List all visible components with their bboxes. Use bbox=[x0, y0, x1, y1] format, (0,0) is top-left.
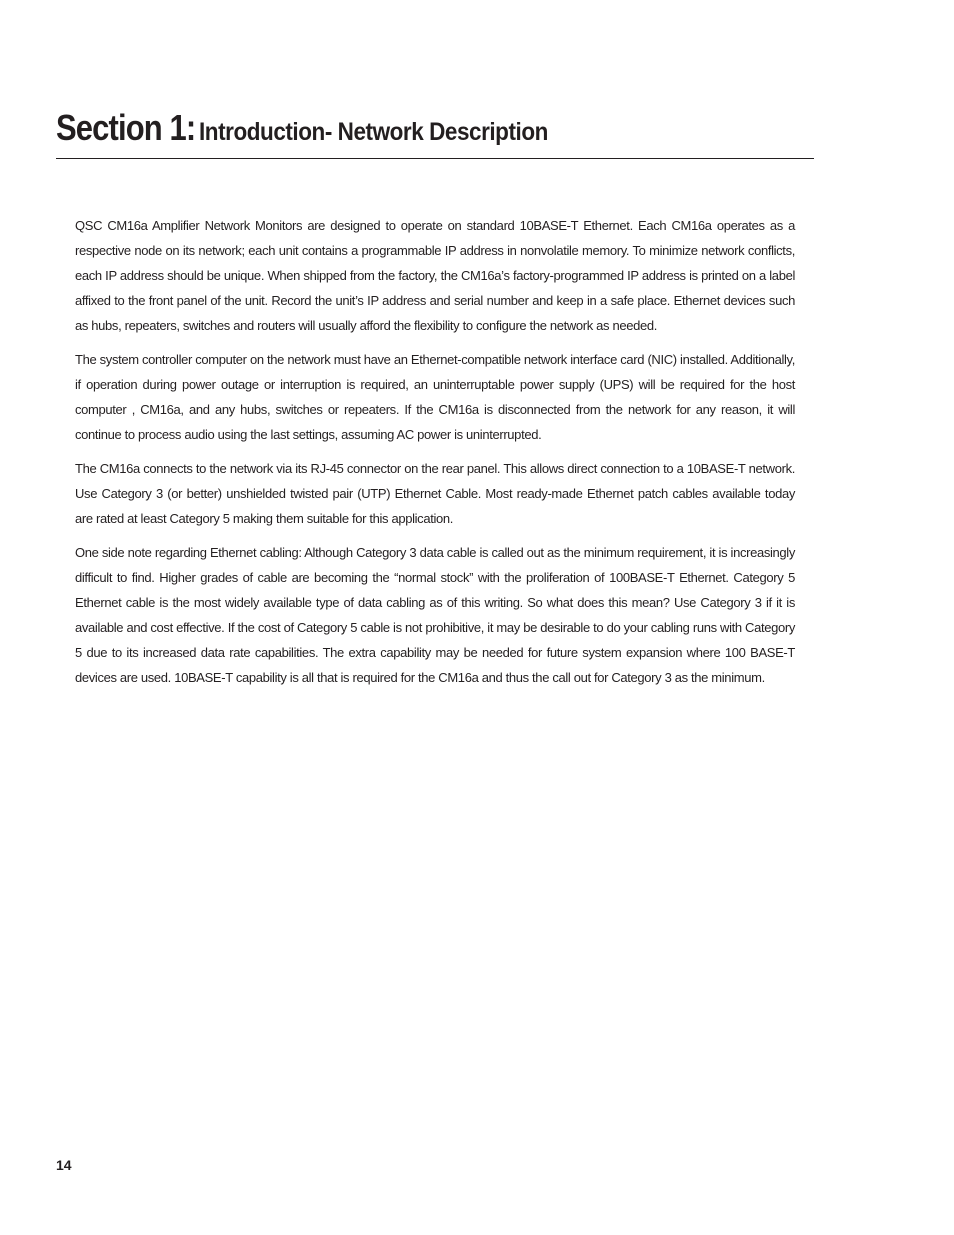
title-divider bbox=[56, 158, 814, 159]
section-label: Section 1: bbox=[56, 107, 196, 148]
page-title bbox=[56, 107, 814, 148]
paragraph-intro: QSC CM16a Amplifier Network Monitors are designed to operate on standard 10BASE-T Ethernet. Each CM16a operates as a respective node on its network; each unit contains a programmable IP address in nonvolatile memory. To minimize network conflicts, each IP address should be unique. When shipped from the factory, the CM16a’s factory-programmed IP address is printed on a label affixed to the front panel of the unit. Record the unit’s IP address and serial number and keep in a safe place. Ethernet devices such as hubs, repeaters, switches and routers will usually afford the flexibility to configure the network as needed. bbox=[75, 218, 795, 333]
body-text bbox=[75, 213, 795, 699]
paragraph-controller: The system controller computer on the network must have an Ethernet-compatible network interface card (NIC) installed. Additionally, if operation during power outage or interruption is required, an uninterruptable power supply (UPS) will be required for the host computer , CM16a, and any hubs, switches or repeaters. If the CM16a is disconnected from the network for any reason, it will continue to process audio using the last settings, assuming AC power is uninterrupted. bbox=[75, 352, 795, 442]
paragraph-connection: The CM16a connects to the network via its RJ-45 connector on the rear panel. This allows direct connection to a 10BASE-T network. Use Category 3 (or better) unshielded twisted pair (UTP) Ethernet Cable. Most ready-made Ethernet patch cables available today are rated at least Category 5 making them suitable for this application. bbox=[75, 461, 795, 526]
paragraph-cabling-note: One side note regarding Ethernet cabling: Although Category 3 data cable is called out as the minimum requirement, it is increasingly difficult to find. Higher grades of cable are becoming the “normal stock” with the proliferation of 100BASE-T Ethernet. Category 5 Ethernet cable is the most widely available type of data cabling as of this writing. So what does this mean? Use Category 3 if it is available and cost effective. If the cost of Category 5 cable is not prohibitive, it may be desirable to do your cabling runs with Category 5 due to its increased data rate capabilities. The extra capability may be needed for future system expansion where 100 BASE-T devices are used. 10BASE-T capability is all that is required for the CM16a and thus the call out for Category 3 as the minimum. bbox=[75, 545, 795, 685]
page-number: 14 bbox=[56, 1157, 72, 1173]
section-title: Introduction- Network Description bbox=[198, 118, 548, 146]
